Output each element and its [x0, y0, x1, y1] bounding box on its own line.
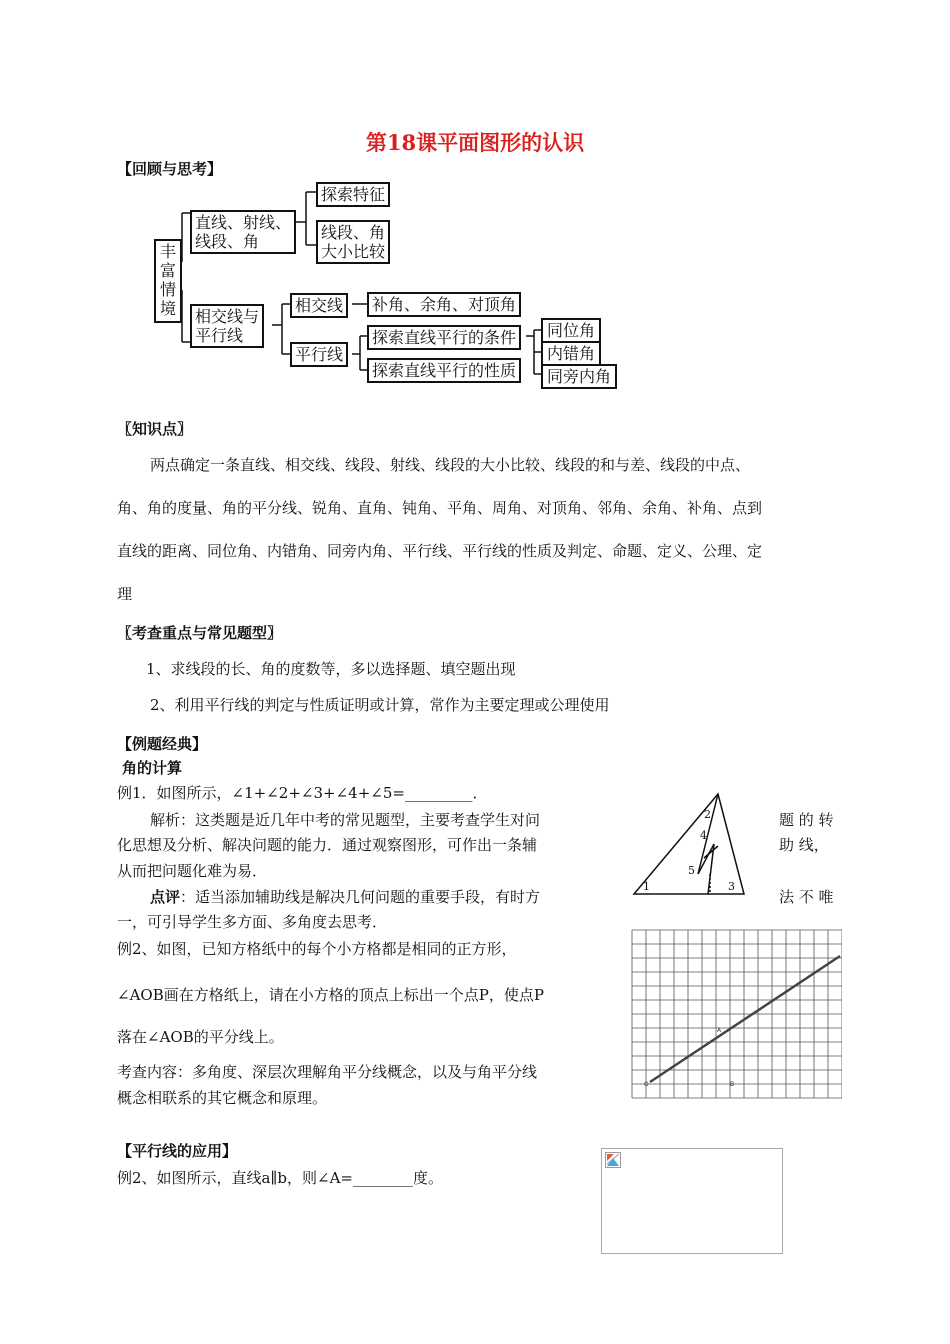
example-2-line: 例2、如图，已知方格纸中的每个小方格都是相同的正方形，: [117, 940, 517, 958]
diagram-branch-intersect-parallel: 相交线与 平行线: [190, 304, 264, 348]
diagram-explore-features: 探索特征: [316, 182, 390, 207]
diagram-parallel-property: 探索直线平行的性质: [367, 358, 521, 383]
example-1: 例1．如图所示，∠1+∠2+∠3+∠4+∠5=_________．: [117, 784, 488, 802]
fig1-label-1: 1: [643, 880, 650, 893]
comment-line: 点评：适当添加辅助线是解决几何问题的重要手段，有时方: [150, 888, 541, 906]
diagram-intersecting-lines: 相交线: [290, 293, 348, 318]
section-angle-calc: 角的计算: [122, 759, 183, 777]
diagram-alternate-angles: 内错角: [541, 341, 601, 366]
missing-image-placeholder: [601, 1148, 783, 1254]
grid-label-A: A: [717, 1027, 722, 1034]
fig1-label-5: 5: [688, 864, 695, 877]
diagram-parallel-lines: 平行线: [290, 342, 348, 367]
page-title: 第18课平面图形的认识: [365, 130, 585, 155]
parallel-example: 例2、如图所示，直线a∥b，则∠A=________度。: [117, 1169, 443, 1187]
knowledge-line: 角、角的度量、角的平分线、锐角、直角、钝角、平角、周角、对顶角、邻角、余角、补角、点到: [117, 499, 763, 517]
grid-label-B: B: [730, 1081, 735, 1088]
comment-right: 法 不 唯: [779, 888, 834, 906]
fig1-label-4: 4: [700, 829, 707, 842]
analysis-line: 从而把问题化难为易．: [117, 862, 268, 880]
broken-image-icon: [605, 1152, 621, 1168]
triangle-figure: [628, 788, 748, 898]
diagram-compare-size: 线段、角 大小比较: [316, 220, 390, 264]
analysis-right: 题 的 转: [779, 811, 834, 829]
analysis-line: 化思想及分析、解决问题的能力．通过观察图形，可作出一条辅: [117, 836, 538, 854]
review-heading: 【回顾与思考】: [117, 160, 223, 178]
knowledge-line: 两点确定一条直线、相交线、线段、射线、线段的大小比较、线段的和与差、线段的中点、: [150, 456, 751, 474]
parallel-heading: 【平行线的应用】: [117, 1142, 238, 1160]
ray-OA: [650, 956, 840, 1082]
example-2-line: 落在∠AOB的平分线上。: [117, 1028, 284, 1046]
examples-heading: 【例题经典】: [117, 735, 208, 753]
example-2-content: 概念相联系的其它概念和原理。: [117, 1089, 328, 1107]
focus-item: 2、利用平行线的判定与性质证明或计算，常作为主要定理或公理使用: [150, 696, 610, 714]
example-2-line: ∠AOB画在方格纸上，请在小方格的顶点上标出一个点P，使点P: [117, 986, 544, 1004]
diagram-interior-angles: 同旁内角: [541, 364, 617, 389]
focus-heading: 〖考查重点与常见题型〗: [117, 624, 283, 642]
knowledge-heading: 〖知识点〗: [117, 420, 193, 438]
grid-figure: [630, 928, 842, 1102]
diagram-angle-types: 补角、余角、对顶角: [367, 292, 521, 317]
diagram-branch-lines: 直线、射线、 线段、角: [190, 210, 296, 254]
diagram-parallel-condition: 探索直线平行的条件: [367, 325, 521, 350]
analysis-line: 解析：这类题是近几年中考的常见题型，主要考查学生对问: [150, 811, 541, 829]
focus-item: 1、求线段的长、角的度数等，多以选择题、填空题出现: [146, 660, 516, 678]
fig1-label-2: 2: [704, 808, 711, 821]
example-2-content: 考查内容：多角度、深层次理解角平分线概念，以及与角平分线: [117, 1063, 538, 1081]
fig1-label-3: 3: [728, 880, 735, 893]
diagram-root: 丰 富 情 境: [154, 239, 182, 323]
grid-label-O: O: [644, 1081, 649, 1088]
knowledge-line: 直线的距离、同位角、内错角、同旁内角、平行线、平行线的性质及判定、命题、定义、公理、定: [117, 542, 763, 560]
comment-line: 一，可引导学生多方面、多角度去思考．: [117, 913, 388, 931]
diagram-corresponding-angles: 同位角: [541, 318, 601, 343]
analysis-right: 助 线，: [779, 836, 829, 854]
knowledge-line: 理: [117, 585, 133, 603]
